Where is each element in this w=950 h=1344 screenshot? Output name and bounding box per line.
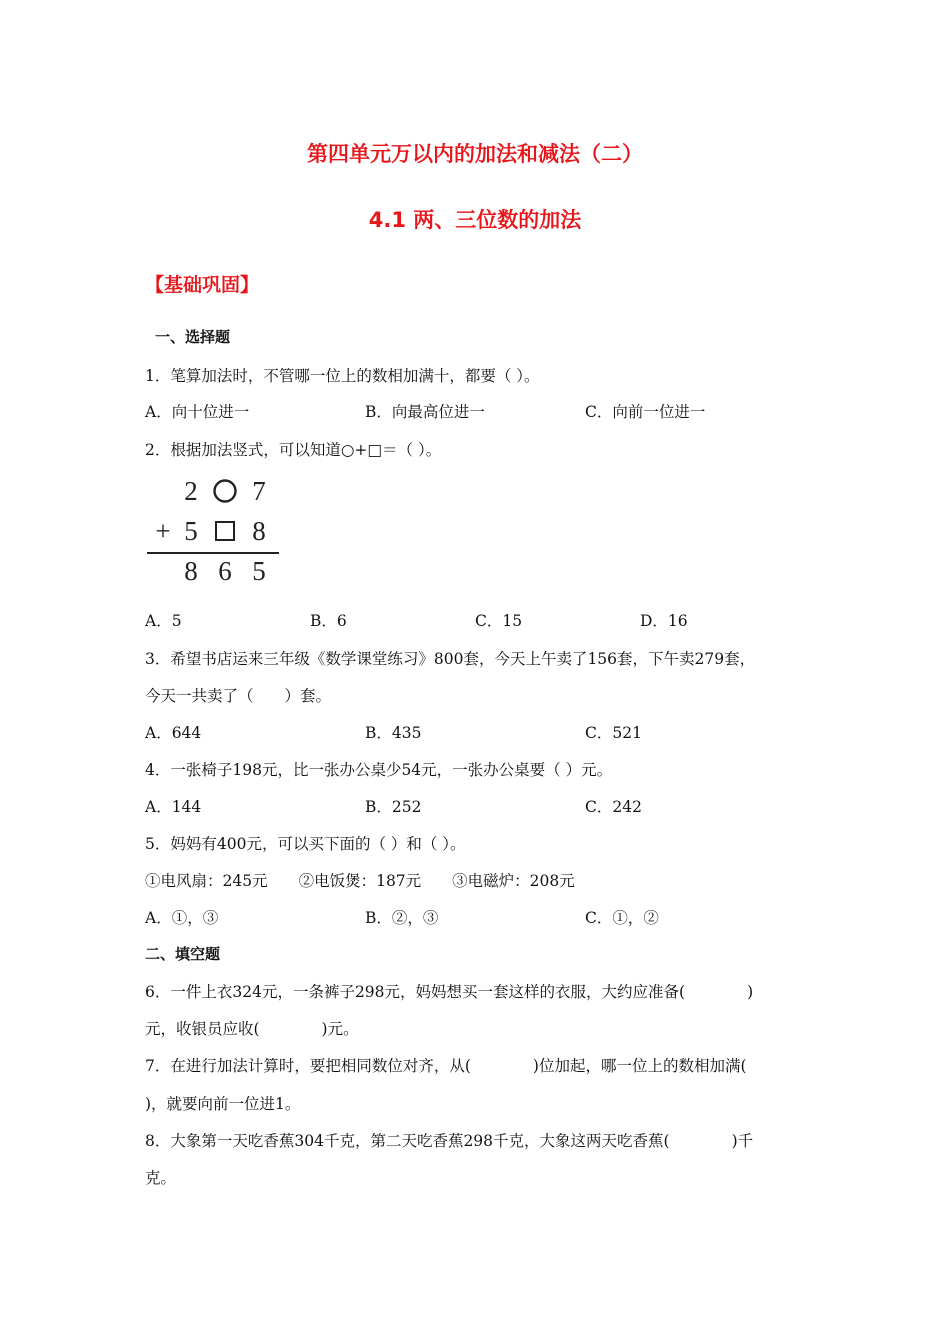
q3-text-line1: 3．希望书店运来三年级《数学课堂练习》800套，今天上午卖了156套，下午卖279套， [145, 650, 756, 668]
q5-items: ①电风扇：245元 ②电饭煲：187元 ③电磁炉：208元 [145, 872, 575, 890]
q2-option-a: A．5 [145, 612, 182, 630]
calc-row2-ones: 8 [252, 516, 266, 546]
q5-text: 5．妈妈有400元，可以买下面的（ ）和（ ）。 [145, 835, 466, 853]
q1-option-b: B．向最高位进一 [365, 403, 485, 421]
calc-row2-hundreds: 5 [184, 516, 198, 546]
q4-option-a: A．144 [145, 798, 202, 816]
q7-line1: 7．在进行加法计算时，要把相同数位对齐，从( )位加起，哪一位上的数相加满( [145, 1057, 747, 1075]
circle-placeholder [215, 481, 236, 502]
q4-text: 4．一张椅子198元，比一张办公桌少54元，一张办公桌要（ ）元。 [145, 761, 613, 779]
calc-row1-ones: 7 [252, 476, 266, 506]
q2-text: 2．根据加法竖式，可以知道○+□＝（ ）。 [145, 441, 442, 459]
q2-option-d: D．16 [640, 612, 688, 630]
q1-text: 1．笔算加法时，不管哪一位上的数相加满十，都要（ ）。 [145, 367, 540, 385]
q2-option-c: C．15 [475, 612, 523, 630]
q7-line2: )，就要向前一位进1。 [145, 1095, 301, 1113]
q4-option-b: B．252 [365, 798, 422, 816]
section-label: 【基础巩固】 [145, 274, 260, 296]
q3-option-a: A．644 [145, 724, 202, 742]
q8-line2: 克。 [145, 1169, 177, 1187]
part1-heading: 一、选择题 [155, 328, 231, 346]
q3-option-b: B．435 [365, 724, 422, 742]
q1-option-c: C．向前一位进一 [585, 403, 706, 421]
q1-option-a: A．向十位进一 [145, 403, 250, 421]
lesson-title: 4.1 两、三位数的加法 [368, 208, 582, 232]
q2-option-b: B．6 [310, 612, 347, 630]
q3-text-line2: 今天一共卖了（ ）套。 [145, 687, 332, 705]
calc-row1-hundreds: 2 [184, 476, 198, 506]
q8-line1: 8．大象第一天吃香蕉304千克，第二天吃香蕉298千克，大象这两天吃香蕉( )千 [145, 1132, 754, 1150]
calc-plus-sign: + [155, 516, 171, 546]
q3-option-c: C．521 [585, 724, 642, 742]
vertical-addition [145, 472, 285, 592]
q5-option-c: C．①，② [585, 909, 659, 927]
q6-line2: 元，收银员应收( )元。 [145, 1020, 359, 1038]
calc-result-tens: 6 [218, 556, 232, 586]
q5-option-b: B．②，③ [365, 909, 439, 927]
q4-option-c: C．242 [585, 798, 642, 816]
part2-heading: 二、填空题 [145, 945, 221, 963]
unit-title: 第四单元万以内的加法和减法（二） [307, 142, 643, 166]
q6-line1: 6．一件上衣324元，一条裤子298元，妈妈想买一套这样的衣服，大约应准备( ) [145, 983, 754, 1001]
calc-result-ones: 5 [252, 556, 266, 586]
calc-result-hundreds: 8 [184, 556, 198, 586]
square-placeholder [216, 522, 234, 540]
q5-option-a: A．①，③ [145, 909, 219, 927]
